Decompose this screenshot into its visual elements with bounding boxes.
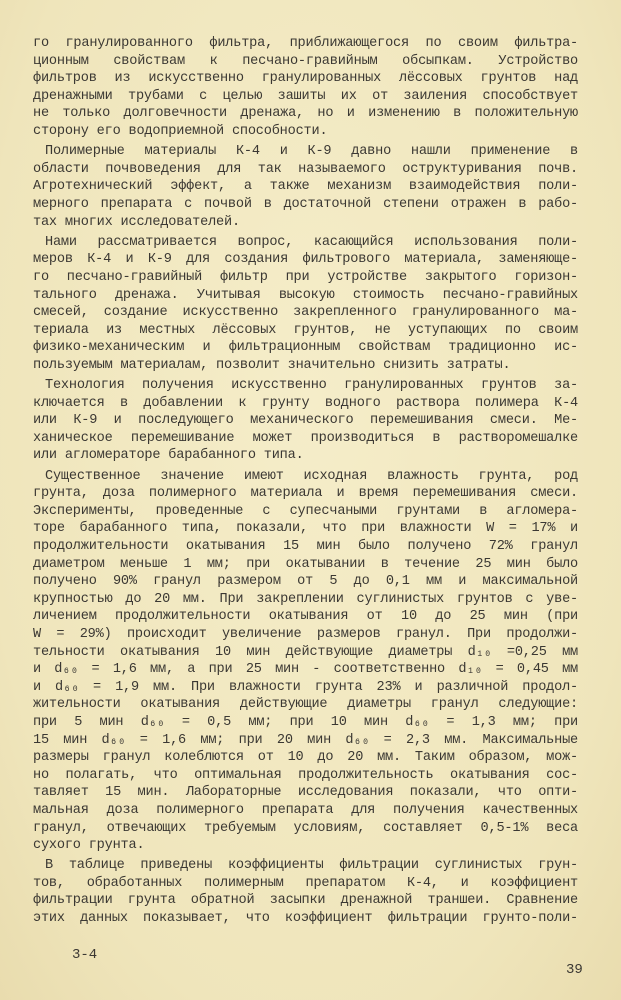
text-line: жительности окатывания действующие диаметры гранул следующие: <box>33 697 578 713</box>
text-line: размеры гранул колеблются от 10 до 20 мм. Таким образом, мож- <box>33 750 578 766</box>
paragraph <box>33 143 578 231</box>
signature-code: 3-4 <box>72 947 98 963</box>
text-line: териала из местных лёссовых грунтов, не уступающих по своим <box>33 322 578 338</box>
text-line: мерного препарата с почвой в достаточной степени отражен в рабо- <box>33 196 578 212</box>
text-line: Нами рассматривается вопрос, касающийся использования поли- <box>45 234 578 250</box>
text-line: или К-9 и последующего механического перемешивания смеси. Ме- <box>33 413 578 429</box>
text-line: 15 мин d₆₀ = 1,6 мм; при 20 мин d₆₀ = 2,3 мм. Максимальные <box>33 732 578 748</box>
paragraph <box>33 377 578 465</box>
text-line: физико-механическим и фильтрационным свойствам традиционно ис- <box>33 340 578 356</box>
text-line: сторону его водоприемной способности. <box>33 123 328 139</box>
paragraph <box>33 234 578 375</box>
text-line: и d₆₀ = 1,6 мм, а при 25 мин - соответственно d₁₀ = 0,45 мм <box>33 662 578 678</box>
page-number: 39 <box>566 962 583 978</box>
text-line: сухого грунта. <box>33 838 145 854</box>
text-line: го песчано-гравийный фильтр при устройстве закрытого горизон- <box>33 269 578 285</box>
text-line: но полагать, что оптимальная продолжительность окатывания сос- <box>33 767 578 783</box>
text-line: смесей, создание искусственно закрепленного гранулированного ма- <box>33 305 578 321</box>
text-line: грунта, доза полимерного материала и время перемешивания смеси. <box>33 486 578 502</box>
text-line: личением продолжительности окатывания от 10 до 25 мин (при <box>33 609 578 625</box>
text-line: В таблице приведены коэффициенты фильтрации суглинистых грун- <box>45 858 578 874</box>
paragraph <box>33 35 578 141</box>
text-line: торе барабанного типа, показали, что при влажности W = 17% и <box>33 521 578 537</box>
text-line: го гранулированного фильтра, приближающегося по своим фильтра- <box>33 36 578 51</box>
body-text <box>33 35 578 930</box>
text-line: при 5 мин d₆₀ = 0,5 мм; при 10 мин d₆₀ = 1,3 мм; при <box>33 714 578 730</box>
text-line: тельности окатывания 10 мин действующие диаметры d₁₀ =0,25 мм <box>33 644 578 660</box>
text-line: Агротехнический эффект, а также механизм взаимодействия поли- <box>33 179 578 195</box>
text-line: этих данных показывает, что коэффициент фильтрации грунто-поли- <box>33 911 578 927</box>
text-line: ключается в добавлении к грунту водного раствора полимера К-4 <box>33 395 578 411</box>
text-line: пользуемым материалам, позволит значительно снизить затраты. <box>33 357 511 373</box>
paragraph <box>33 857 578 927</box>
text-line: продолжительности окатывания 15 мин было получено 72% гранул <box>33 539 578 554</box>
text-line: тального дренажа. Учитывая высокую стоимость песчано-гравийных <box>33 287 578 303</box>
text-line: дренажными трубами с целью зашиты их от заиления способствует <box>33 88 578 104</box>
text-line: и d₆₀ = 1,9 мм. При влажности грунта 23% и различной продол- <box>33 679 578 695</box>
text-line: крупностью до 20 мм. При закреплении суглинистых грунтов с уве- <box>33 591 578 607</box>
text-line: меров К-4 и К-9 для создания фильтрового материала, заменяюще- <box>33 252 578 268</box>
text-line: тах многих исследователей. <box>33 214 240 230</box>
text-line: W = 29%) происходит увеличение размеров гранул. При продолжи- <box>33 626 578 642</box>
text-line: ционным свойствам к песчано-гравийным обсыпкам. Устройство <box>33 53 578 69</box>
text-line: получено 90% гранул размером от 5 до 0,1 мм и максимальной <box>33 574 578 590</box>
text-line: ханическое перемешивание может производиться в растворомешалке <box>33 430 578 446</box>
text-line: фильтров из искусственно гранулированных лёссовых грунтов над <box>33 71 578 87</box>
text-line: фильтрации грунта обратной засыпки дренажной траншеи. Сравнение <box>33 893 578 909</box>
text-line: области почвоведения для так называемого оструктуривания почв. <box>33 161 578 177</box>
text-line: тов, обработанных полимерным препаратом К-4, и коэффициент <box>33 875 578 891</box>
text-line: мальная доза полимерного препарата для получения качественных <box>33 802 578 818</box>
paragraph <box>33 468 578 855</box>
text-line: Технология получения искусственно гранулированных грунтов за- <box>45 378 578 394</box>
text-line: диаметром меньше 1 мм; при окатывании в течение 25 мин было <box>33 556 578 572</box>
text-line: Полимерные материалы К-4 и К-9 давно нашли применение в <box>45 144 578 160</box>
text-line: тавляет 15 мин. Лабораторные исследования показали, что опти- <box>33 785 578 801</box>
text-line: Существенное значение имеют исходная влажность грунта, род <box>45 468 578 484</box>
text-line: или агломераторе барабанного типа. <box>33 448 304 464</box>
text-line: гранул, отвечающих требуемым условиям, составляет 0,5-1% веса <box>33 820 578 836</box>
text-line: не только долговечности дренажа, но и изменению в положительную <box>33 106 578 122</box>
text-line: Эксперименты, проведенные с супесчаными грунтами в агломера- <box>33 503 578 519</box>
